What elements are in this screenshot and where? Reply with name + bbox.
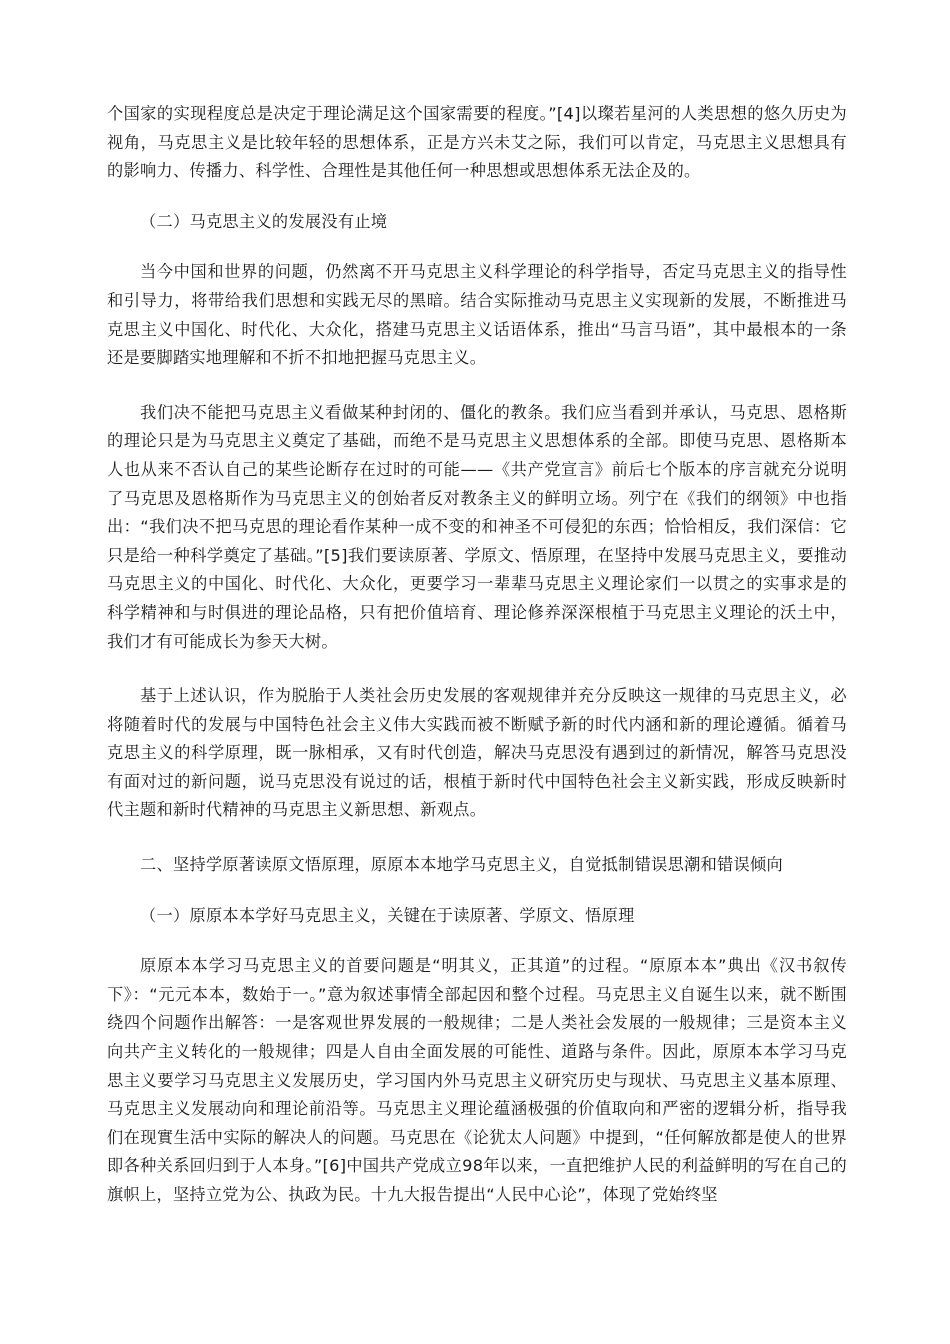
- document-page: [107, 100, 847, 1210]
- section-heading-two: 二、坚持学原著读原文悟原理，原原本本地学马克思主义，自觉抵制错误思潮和错误倾向: [140, 855, 784, 875]
- paragraph-body: 我们决不能把马克思主义看做某种封闭的、僵化的教条。我们应当看到并承认，马克思、恩格斯的理论只是为马克思主义奠定了基础，而绝不是马克思主义思想体系的全部。即使马克思、恩格斯本人也从来不否认自己的某些论断存在过时的可能——《共产党宣言》前后七个版本的序言就充分说明了马克思及恩格斯作为马克思主义的创始者反对教条主义的鲜明立场。列宁在《我们的纲领》中也指出：“我们决不把马克思的理论看作某种一成不变的和神圣不可侵犯的东西；恰恰相反，我们深信：它只是给一种科学奠定了基础。”[5]我们要读原著、学原文、悟原理，在坚持中发展马克思主义，要推动马克思主义的中国化、时代化、大众化，更要学习一辈辈马克思主义理论家们一以贯之的实事求是的科学精神和与时俱进的理论品格，只有把价值培育、理论修养深深根植于马克思主义理论的沃土中，我们才有可能成长为参天大树。: [107, 402, 847, 651]
- subheading-development-unlimited: （二）马克思主义的发展没有止境: [140, 211, 388, 231]
- paragraph-body: 原原本本学习马克思主义的首要问题是“明其义，正其道”的过程。“原原本本”典出《汉书叙传下》：“元元本本，数始于一。”意为叙述事情全部起因和整个过程。马克思主义自诞生以来，就不断围绕四个问题作出解答：一是客观世界发展的一般规律；二是人类社会发展的一般规律；三是资本主义向共产主义转化的一般规律；四是人自由全面发展的可能性、道路与条件。因此，原原本本学习马克思主义要学习马克思主义发展历史，学习国内外马克思主义研究历史与现状、马克思主义基本原理、马克思主义发展动向和理论前沿等。马克思主义理论蕴涵极强的价值取向和严密的逻辑分析，指导我们在现實生活中实际的解决人的问题。马克思在《论犹太人问题》中提到，“任何解放都是使人的世界即各种关系回归到于人本身。”[6]中国共产党成立98年以来，一直把维护人民的利益鲜明的写在自己的旗帜上，坚持立党为公、执政为民。十九大报告提出“人民中心论”，体现了党始终坚: [107, 956, 847, 1204]
- paragraph-body: 基于上述认识，作为脱胎于人类社会历史发展的客观规律并充分反映这一规律的马克思主义，必将随着时代的发展与中国特色社会主义伟大实践而被不断赋予新的时代内涵和新的理论遵循。循着马克思主义的科学原理，既一脉相承，又有时代创造，解决马克思没有遇到过的新情况，解答马克思没有面对过的新问题，说马克思没有说过的话，根植于新时代中国特色社会主义新实践，形成反映新时代主题和新时代精神的马克思主义新思想、新观点。: [107, 686, 847, 820]
- paragraph-body: 当今中国和世界的问题，仍然离不开马克思主义科学理论的科学指导，否定马克思主义的指导性和引导力，将带给我们思想和实践无尽的黑暗。结合实际推动马克思主义实现新的发展，不断推进马克思主义中国化、时代化、大众化，搭建马克思主义话语体系，推出“马言马语”，其中最根本的一条还是要脚踏实地理解和不折不扣地把握马克思主义。: [107, 262, 847, 368]
- paragraph-continued: 个国家的实现程度总是决定于理论满足这个国家需要的程度。”[4]以璨若星河的人类思想的悠久历史为视角，马克思主义是比较年轻的思想体系，正是方兴未艾之际，我们可以肯定，马克思主义思想具有的影响力、传播力、科学性、合理性是其他任何一种思想或思想体系无法企及的。: [107, 104, 847, 181]
- subheading-read-originals: （一）原原本本学好马克思主义，关键在于读原著、学原文、悟原理: [140, 905, 635, 925]
